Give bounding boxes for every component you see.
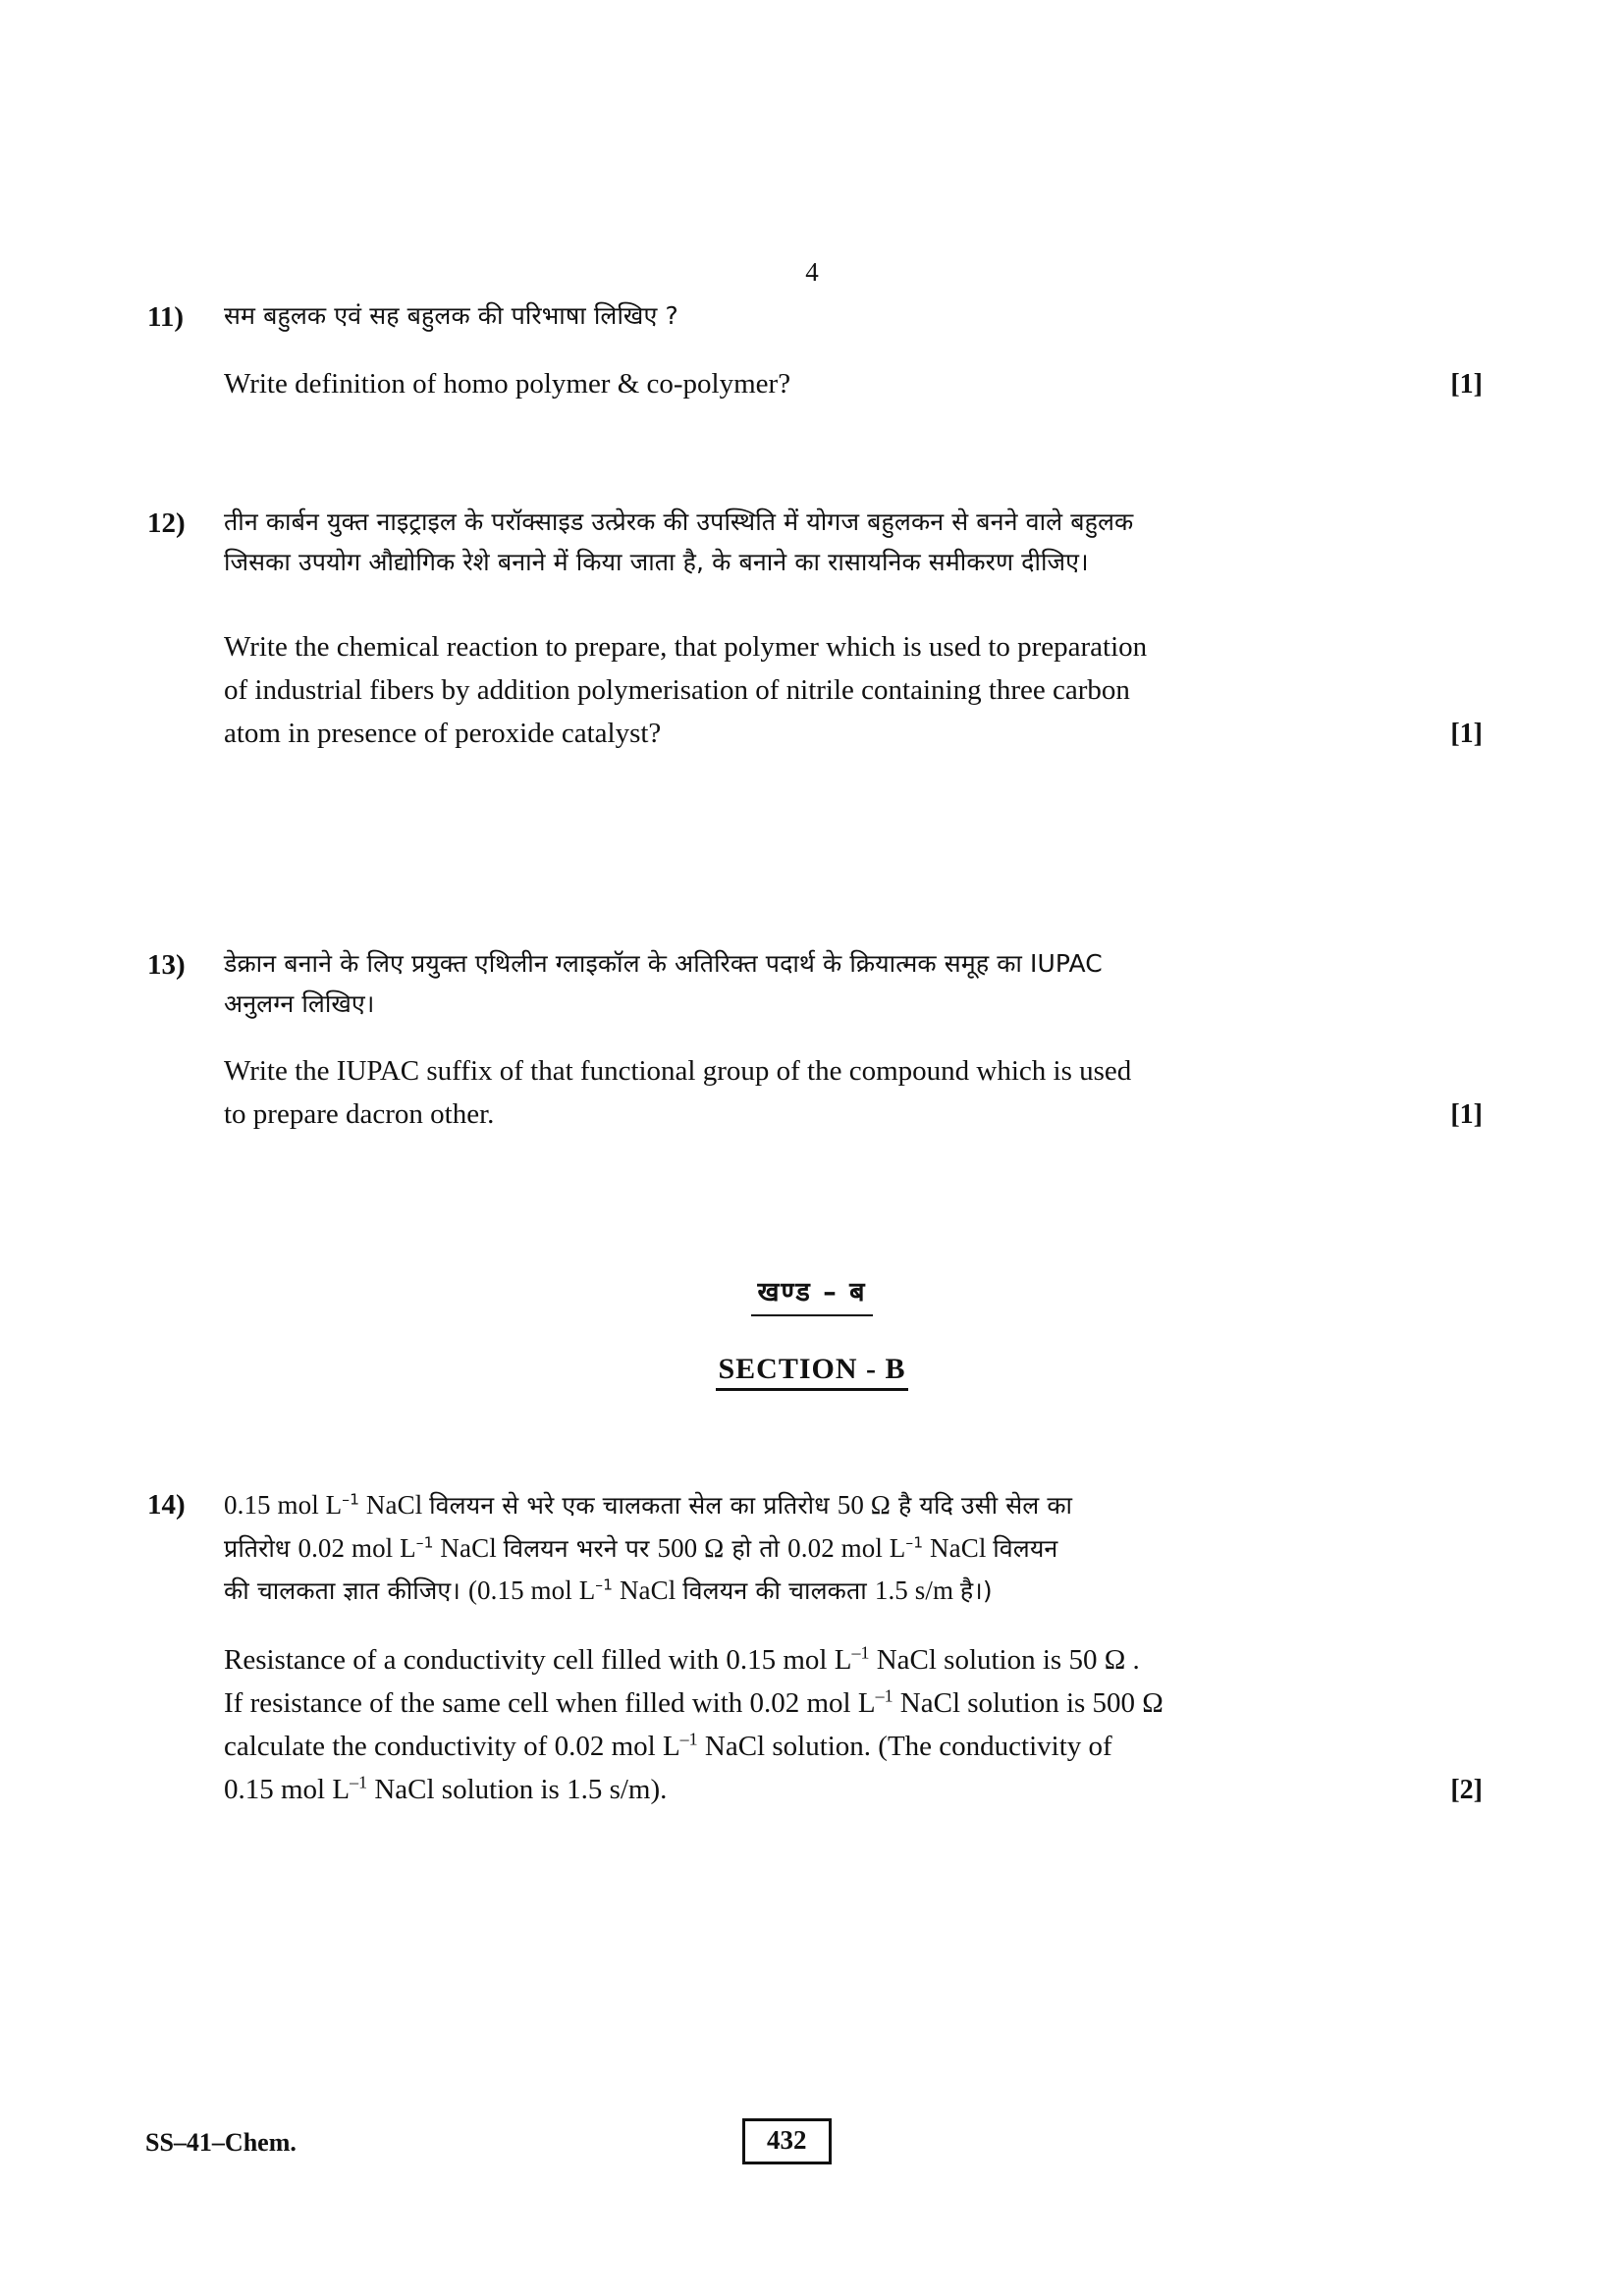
question-12-english-line-2: of industrial fibers by addition polymerisation of nitrile containing three carbon [224, 674, 1130, 707]
question-13 [147, 944, 1483, 1137]
q14-hi2-h: NaCl [923, 1532, 994, 1563]
q14-en4-b: NaCl solution is 1.5 s/m). [367, 1774, 668, 1806]
q14-hi2-f: हो तो [724, 1533, 788, 1563]
question-12-marks: [1] [1450, 719, 1483, 750]
q14-hi3-c: NaCl [613, 1575, 683, 1606]
section-heading-hindi-wrap [0, 1272, 1624, 1316]
question-14-english-line-3 [224, 1725, 1483, 1768]
spacer [224, 1613, 1483, 1638]
question-12-hindi-line-2: जिसका उपयोग औद्योगिक रेशे बनाने में किया जाता है, के बनाने का रासायनिक समीकरण दीजिए। [224, 547, 1089, 576]
footer-paper-code: SS–41–Chem. [145, 2128, 297, 2157]
q14-en1-b: NaCl solution is 50 Ω . [869, 1644, 1140, 1677]
question-13-hindi-line-1: डेक्रान बनाने के लिए प्रयुक्त एथिलीन ग्लाइकॉल के अतिरिक्त पदार्थ के क्रियात्मक समूह का IUPAC [224, 949, 1103, 978]
question-11-english-line-1: Write definition of homo polymer & co-polymer? [224, 367, 791, 400]
question-11-number: 11) [147, 301, 185, 333]
footer-page-box: 432 [742, 2118, 832, 2164]
q14-en2-sup: –1 [875, 1685, 893, 1706]
question-12-english-last [224, 712, 1483, 756]
spacer [224, 582, 1483, 625]
section-heading-hindi: खण्ड – ब [751, 1272, 872, 1316]
q14-hi1-b: NaCl [359, 1490, 430, 1520]
question-14-english-line-4 [224, 1768, 667, 1811]
question-14-hindi-line-2 [224, 1527, 1483, 1571]
q14-en4-a: 0.15 mol L [224, 1774, 351, 1806]
q14-hi2-c: NaCl [433, 1532, 504, 1563]
q14-hi3-f: है।) [959, 1576, 993, 1606]
q14-hi3-sup: –1 [595, 1576, 614, 1595]
question-14-hindi-line-3 [224, 1570, 1483, 1613]
q14-en1-a: Resistance of a conductivity cell filled with 0.15 mol L [224, 1644, 852, 1677]
question-13-number: 13) [147, 949, 186, 981]
q14-en3-sup: –1 [679, 1729, 698, 1749]
q14-hi1-d: 50 Ω [837, 1490, 891, 1520]
q14-hi1-c: विलयन से भरे एक चालकता सेल का प्रतिरोध [429, 1491, 838, 1520]
q14-en2-a: If resistance of the same cell when filled with 0.02 mol L [224, 1687, 876, 1720]
question-11 [147, 296, 1483, 405]
question-14-number: 14) [147, 1489, 186, 1521]
question-14-hindi-line-1 [224, 1484, 1483, 1527]
q14-hi3-a: की चालकता ज्ञात कीजिए। [224, 1576, 468, 1606]
question-11-hindi-line-1: सम बहुलक एवं सह बहुलक की परिभाषा लिखिए ? [224, 301, 678, 330]
question-12 [147, 503, 1483, 756]
question-12-english-line-3: atom in presence of peroxide catalyst? [224, 718, 662, 750]
q14-hi1-sup: –1 [342, 1490, 360, 1509]
q14-hi2-e: 500 Ω [657, 1532, 725, 1563]
question-14-english-line-2 [224, 1682, 1483, 1725]
question-13-hindi-line-2: अनुलग्न लिखिए। [224, 988, 375, 1018]
q14-en4-sup: –1 [350, 1772, 368, 1792]
q14-hi2-i: विलयन [993, 1533, 1058, 1563]
q14-hi3-d: विलयन की चालकता [682, 1576, 875, 1606]
question-14-english-last [224, 1768, 1483, 1812]
q14-hi2-sup: –1 [415, 1533, 434, 1552]
question-13-english-last [224, 1093, 1483, 1137]
question-14 [147, 1484, 1483, 1812]
question-13-marks: [1] [1450, 1099, 1483, 1131]
q14-en1-sup: –1 [851, 1642, 870, 1663]
section-heading-english-wrap [0, 1353, 1624, 1391]
q14-hi2-sup2: –1 [905, 1533, 924, 1552]
question-13-english-line-2: to prepare dacron other. [224, 1098, 495, 1131]
question-12-english-line-1: Write the chemical reaction to prepare, that polymer which is used to preparation [224, 631, 1148, 663]
question-11-marks: [1] [1450, 368, 1483, 400]
q14-hi2-d: विलयन भरने पर [503, 1533, 658, 1563]
spacer [224, 1024, 1483, 1049]
question-12-hindi-line-1: तीन कार्बन युक्त नाइट्राइल के परॉक्साइड उत्प्रेरक की उपस्थिति में योगज बहुलकन से बनने वाले बहुलक [224, 507, 1134, 536]
q14-en3-b: NaCl solution. (The conductivity of [697, 1731, 1112, 1763]
page-number: 4 [805, 257, 819, 287]
section-heading-english: SECTION - B [716, 1353, 907, 1391]
question-11-english [224, 362, 1483, 406]
question-14-english-line-1 [224, 1638, 1483, 1682]
question-13-english-line-1: Write the IUPAC suffix of that functional group of the compound which is used [224, 1055, 1132, 1087]
q14-hi1-e: है यदि उसी सेल का [890, 1491, 1073, 1520]
q14-hi1-a: 0.15 mol L [224, 1490, 343, 1520]
q14-hi3-e: 1.5 s/m [874, 1575, 960, 1606]
q14-hi2-b: 0.02 mol L [298, 1532, 416, 1563]
q14-en3-a: calculate the conductivity of 0.02 mol L [224, 1731, 680, 1763]
q14-hi2-g: 0.02 mol L [787, 1532, 906, 1563]
q14-hi2-a: प्रतिरोध [224, 1533, 298, 1563]
q14-en2-b: NaCl solution is 500 Ω [893, 1687, 1164, 1720]
question-12-number: 12) [147, 507, 186, 539]
spacer [224, 337, 1483, 362]
question-14-marks: [2] [1450, 1775, 1483, 1806]
q14-hi3-b: (0.15 mol L [467, 1575, 596, 1606]
